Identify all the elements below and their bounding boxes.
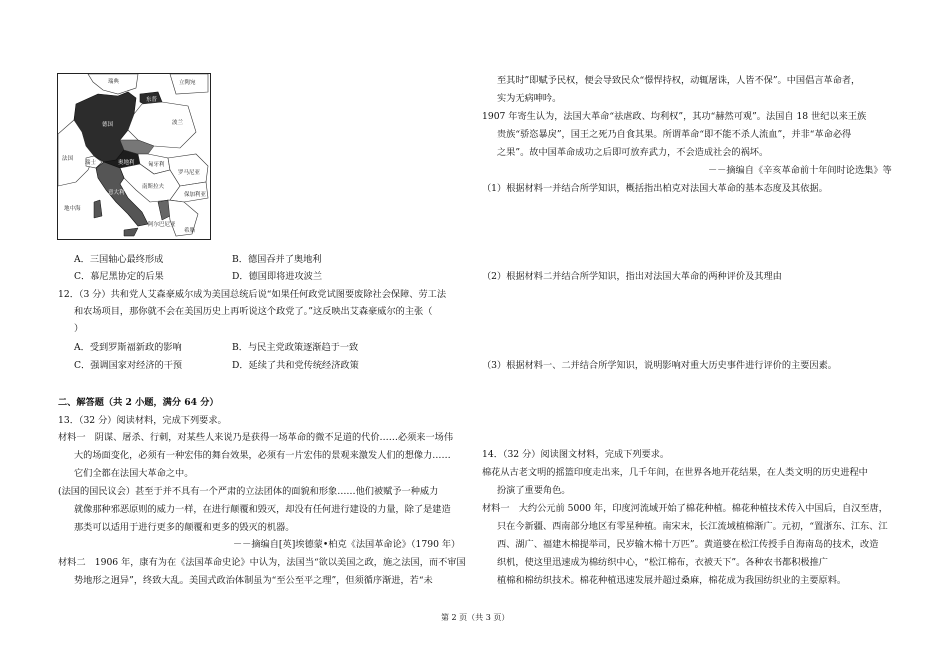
q14-paragraph1-line1: 棉花从古老文明的摇篮印度走出来，几千年间，在世界各地开花结果，在人类文明的历史进程中: [482, 467, 868, 478]
q13-requirement-3: （3）根据材料一、二并结合所学知识，说明影响对重大历史事件进行评价的主要因素。: [482, 360, 837, 371]
q11-option-a: A．三国轴心最终形成: [74, 254, 164, 265]
q12-option-b: B．与民主党政策逐渐趋于一致: [232, 342, 359, 353]
map-label-poland: 波兰: [172, 120, 184, 126]
section2-title: 二、解答题（共 2 小题，满分 64 分）: [58, 397, 219, 408]
q14-material1-line4: 织机，使这里迅速成为棉纺织中心，“松江棉布，衣被天下”。各种农书都积极推广: [497, 557, 828, 568]
europe-map-svg: [58, 74, 210, 239]
q13-material2-line2: 势地形之迥异”，终致大乱。美国式政治体制虽为“至公至平之理”，但须循序渐进，若“未: [74, 575, 433, 586]
q13-material1-line1: 材料一 阴谋、屠杀、行刺，对某些人来说乃是获得一场革命的微不足道的代价……必须来一场伟: [58, 432, 454, 443]
q13-material2-line1: 材料二 1906 年，康有为在《法国革命史论》中认为，法国当“欲以美国之政，施之法国，而不审国: [58, 557, 466, 568]
map-label-france: 法国: [62, 156, 74, 162]
map-label-bulgaria: 保加利亚: [184, 192, 207, 198]
q13-material1-line3: 它们全都在法国大革命之中。: [74, 468, 194, 479]
q13-requirement-2: （2）根据材料二并结合所学知识，指出对法国大革命的两种评价及其理由: [482, 271, 782, 282]
q13-material1-line6: 那类可以适用于进行更多的颠覆和更多的毁灭的机器。: [74, 522, 295, 533]
q14-material1-line3: 西、湖广、福建木棉提举司，民岁输木棉十万匹”。黄道婆在松江传授手自海南岛的技术，改造: [497, 539, 879, 550]
q12-option-a: A．受到罗斯福新政的影响: [74, 342, 182, 353]
q13-requirement-1: （1）根据材料一并结合所学知识，概括指出柏克对法国大革命的基本态度及其依据。: [482, 183, 828, 194]
map-label-lithuania: 立陶宛: [179, 80, 196, 86]
q12-stem-line1: 12．（3 分）共和党人艾森豪威尔成为美国总统后说“如果任何政党试图要废除社会保障、劳工法: [58, 289, 447, 300]
map-label-austria: 奥地利: [118, 160, 135, 166]
q13-material2-line3: 至其时”即赋予民权，便会导致民众“憬悍持权，动辄屠诛，人皆不保”。中国倡言革命者，: [497, 75, 861, 86]
map-label-italy: 意大利: [108, 190, 125, 196]
q13-intro: 13．（32 分）阅读材料，完成下列要求。: [58, 415, 227, 426]
map-label-romania: 罗马尼亚: [178, 170, 201, 176]
map-label-albania: 阿尔巴尼亚: [148, 222, 176, 228]
q12-stem-line3: ）: [74, 323, 84, 334]
map-label-sweden: 瑞典: [108, 79, 120, 85]
q13-material1-line4: (法国的国民议会）甚至于并不具有一个严肃的立法团体的面貌和形象……他们被赋予一种威力: [58, 486, 439, 497]
europe-map-figure: [57, 73, 211, 240]
q11-option-c: C．慕尼黑协定的后果: [74, 271, 164, 282]
q13-material1-line2: 大的场面变化，必须有一种宏伟的舞台效果，必须有一片宏伟的景观来激发人们的想像力……: [74, 450, 451, 461]
q14-paragraph1-line2: 扮演了重要角色。: [497, 485, 571, 496]
q11-option-b: B．德国吞并了奥地利: [232, 254, 322, 265]
q12-option-d: D．延续了共和党传统经济政策: [232, 360, 359, 371]
q14-material1-line1: 材料一 大约公元前 5000 年，印度河流域开始了棉花种植。棉花种植技术传入中国后，自汉至唐，: [482, 503, 888, 514]
q13-material2-line4: 实为无病呻吟。: [497, 93, 562, 104]
q13-material2-line5: 1907 年寄生认为，法国大革命“祛虐政、均利权”，其功“赫然可观”。法国自 18 世纪以来王族: [482, 111, 867, 122]
q13-material2-source: －－摘编自《辛亥革命前十年间时论选集》等: [708, 165, 892, 176]
q13-material2-line6: 贵族“骄恣暴戾”，国王之死乃自食其果。所谓革命“即不能不杀人流血”，并非“革命必得: [497, 129, 852, 140]
q14-intro: 14．（32 分）阅读图文材料，完成下列要求。: [482, 449, 670, 460]
map-label-switzerland: 瑞士: [85, 160, 97, 166]
map-label-yugoslavia: 南斯拉夫: [142, 184, 165, 190]
map-label-germany: 德国: [102, 122, 114, 128]
map-label-prussia: 东普: [146, 97, 158, 103]
q11-option-d: D．德国即将进攻波兰: [232, 271, 323, 282]
q13-material2-line7: 之果”。故中国革命成功之后即可放弃武力，不会造成社会的祸坏。: [497, 147, 769, 158]
q13-material1-line5: 就像那种邪恶原则的威力一样，在进行颠覆和毁灭，却没有任何进行建设的力量，除了是建造: [74, 504, 451, 515]
q14-material1-line5: 植棉和棉纺织技术。棉花种植迅速发展并超过桑麻，棉花成为我国纺织业的主要原料。: [497, 575, 847, 586]
page-footer: 第 2 页（共 3 页）: [441, 613, 510, 622]
map-label-hungary: 匈牙利: [148, 162, 165, 168]
q12-stem-line2: 和农场项目，那你就不会在美国历史上再听说这个政党了。”这反映出艾森豪威尔的主张（: [74, 306, 433, 317]
map-label-mediterranean: 地中海: [64, 206, 81, 212]
q12-option-c: C．强调国家对经济的干预: [74, 360, 183, 371]
map-label-greece: 希腊: [184, 228, 196, 234]
q14-material1-line2: 只在今新疆、西南部分地区有零星种植。南宋末，长江流域植棉渐广。元初，“置浙东、江东、江: [497, 521, 888, 532]
q13-material1-source: －－摘编自[英]埃德蒙•柏克《法国革命论》（1790 年）: [233, 539, 461, 550]
